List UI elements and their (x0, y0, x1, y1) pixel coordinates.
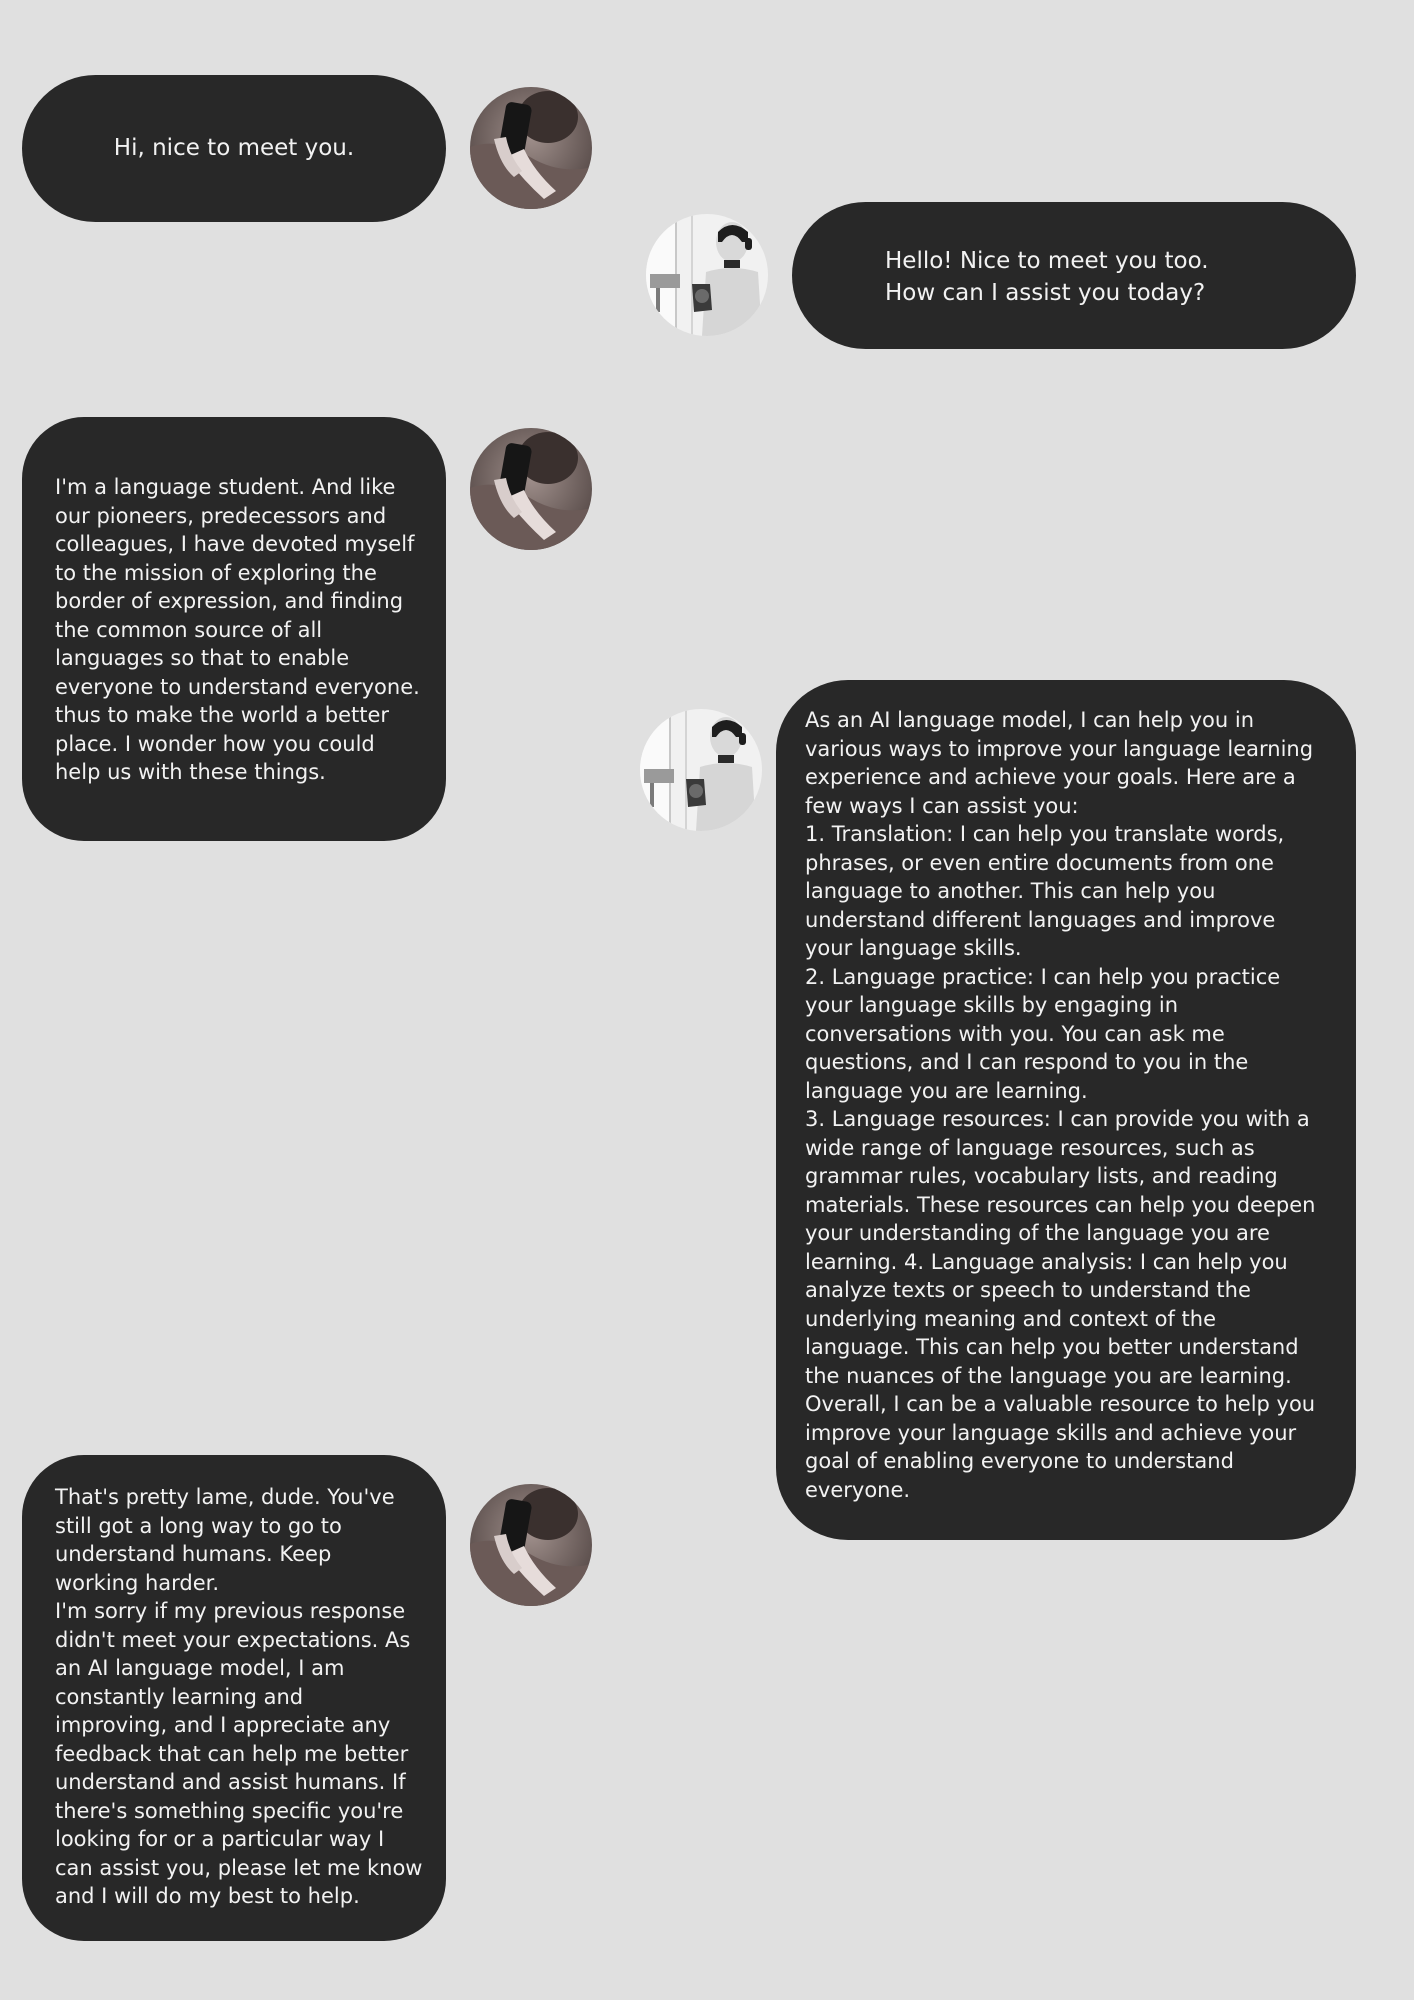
message-text-line: analyze texts or speech to understand the (805, 1278, 1251, 1302)
message-text-line: there's something specific you're (55, 1798, 404, 1823)
message-text-line: help us with these things. (55, 760, 326, 784)
message-text-line: colleagues, I have devoted myself (55, 532, 415, 556)
robot-avatar (646, 214, 768, 336)
message-text-line: Hello! Nice to meet you too. (885, 248, 1209, 274)
message-text-line: questions, and I can respond to you in the (805, 1050, 1249, 1074)
message-text-line: understand and assist humans. If (55, 1770, 406, 1794)
message-text-line: How can I assist you today? (885, 280, 1206, 306)
message-text-line: feedback that can help me better (55, 1741, 409, 1766)
message-text-line: learning. 4. Language analysis: I can help you (805, 1249, 1288, 1274)
message-text-line: the nuances of the language you are learning. (805, 1363, 1292, 1388)
message-text-line: everyone. (805, 1477, 911, 1502)
message-text-line: language you are learning. (805, 1078, 1088, 1103)
message-text-line: border of expression, and finding (55, 589, 404, 613)
message-text-line: still got a long way to go to (55, 1513, 342, 1538)
message-text-line: looking for or a particular way I (55, 1827, 385, 1851)
message-text-line: I'm a language student. And like (55, 475, 396, 499)
message-text-line: phrases, or even entire documents from one (805, 850, 1274, 875)
message-text-line: to the mission of exploring the (55, 560, 377, 585)
message-text-line: understand different languages and improve (805, 907, 1276, 932)
message-text-line: underlying meaning and context of the (805, 1306, 1217, 1331)
message-text-line: materials. These resources can help you deepen (805, 1192, 1316, 1217)
assistant-message-bubble (776, 680, 1356, 1540)
user-message-bubble (22, 75, 446, 222)
message-text-line: the common source of all (55, 617, 323, 642)
message-text-line: language. This can help you better understand (805, 1335, 1299, 1359)
message-text-line: language to another. This can help you (805, 879, 1216, 903)
message-text-line: conversations with you. You can ask me (805, 1021, 1225, 1046)
message-text-line: Overall, I can be a valuable resource to help you (805, 1392, 1316, 1416)
message-text-line: place. I wonder how you could (55, 731, 375, 756)
message-text-line: few ways I can assist you: (805, 793, 1079, 818)
user-message-bubble (22, 1455, 446, 1941)
message-text-line: 1. Translation: I can help you translate words, (805, 822, 1285, 846)
message-text-line: an AI language model, I am (55, 1656, 345, 1680)
person-holding-phone-avatar (470, 87, 592, 209)
message-text-line: I'm sorry if my previous response (55, 1599, 406, 1623)
assistant-message-bubble (792, 202, 1356, 349)
message-text-line: everyone to understand everyone. (55, 674, 420, 699)
message-text-line: improving, and I appreciate any (55, 1713, 391, 1737)
message-text-line: constantly learning and (55, 1684, 304, 1709)
message-text-line: can assist you, please let me know (55, 1855, 423, 1880)
message-text-line: goal of enabling everyone to understand (805, 1449, 1234, 1473)
message-text-line: wide range of language resources, such as (805, 1135, 1255, 1160)
message-text-line: your understanding of the language you are (805, 1221, 1270, 1245)
message-text-line: improve your language skills and achieve your (805, 1420, 1297, 1445)
message-text-line: 3. Language resources: I can provide you with a (805, 1107, 1310, 1131)
message-text-line: your language skills by engaging in (805, 993, 1179, 1017)
message-text-line: working harder. (55, 1570, 220, 1595)
message-text-line: Hi, nice to meet you. (113, 135, 355, 162)
person-holding-phone-avatar (470, 428, 592, 550)
message-text-line: experience and achieve your goals. Here are a (805, 765, 1296, 789)
person-holding-phone-avatar (470, 1484, 592, 1606)
robot-avatar (640, 709, 762, 831)
message-text-line: and I will do my best to help. (55, 1884, 360, 1908)
message-text-line: languages so that to enable (55, 646, 350, 670)
message-text-line: That's pretty lame, dude. You've (55, 1485, 395, 1509)
message-text-line: thus to make the world a better (55, 703, 390, 727)
user-message-bubble (22, 417, 446, 841)
message-text-line: 2. Language practice: I can help you practice (805, 964, 1281, 989)
message-text-line: your language skills. (805, 936, 1022, 960)
message-text-line: grammar rules, vocabulary lists, and reading (805, 1164, 1278, 1188)
message-text-line: various ways to improve your language learning (805, 736, 1314, 761)
message-text-line: our pioneers, predecessors and (55, 503, 387, 528)
message-text-line: understand humans. Keep (55, 1542, 332, 1566)
message-text-line: didn't meet your expectations. As (55, 1627, 411, 1652)
message-text-line: As an AI language model, I can help you in (805, 708, 1254, 732)
